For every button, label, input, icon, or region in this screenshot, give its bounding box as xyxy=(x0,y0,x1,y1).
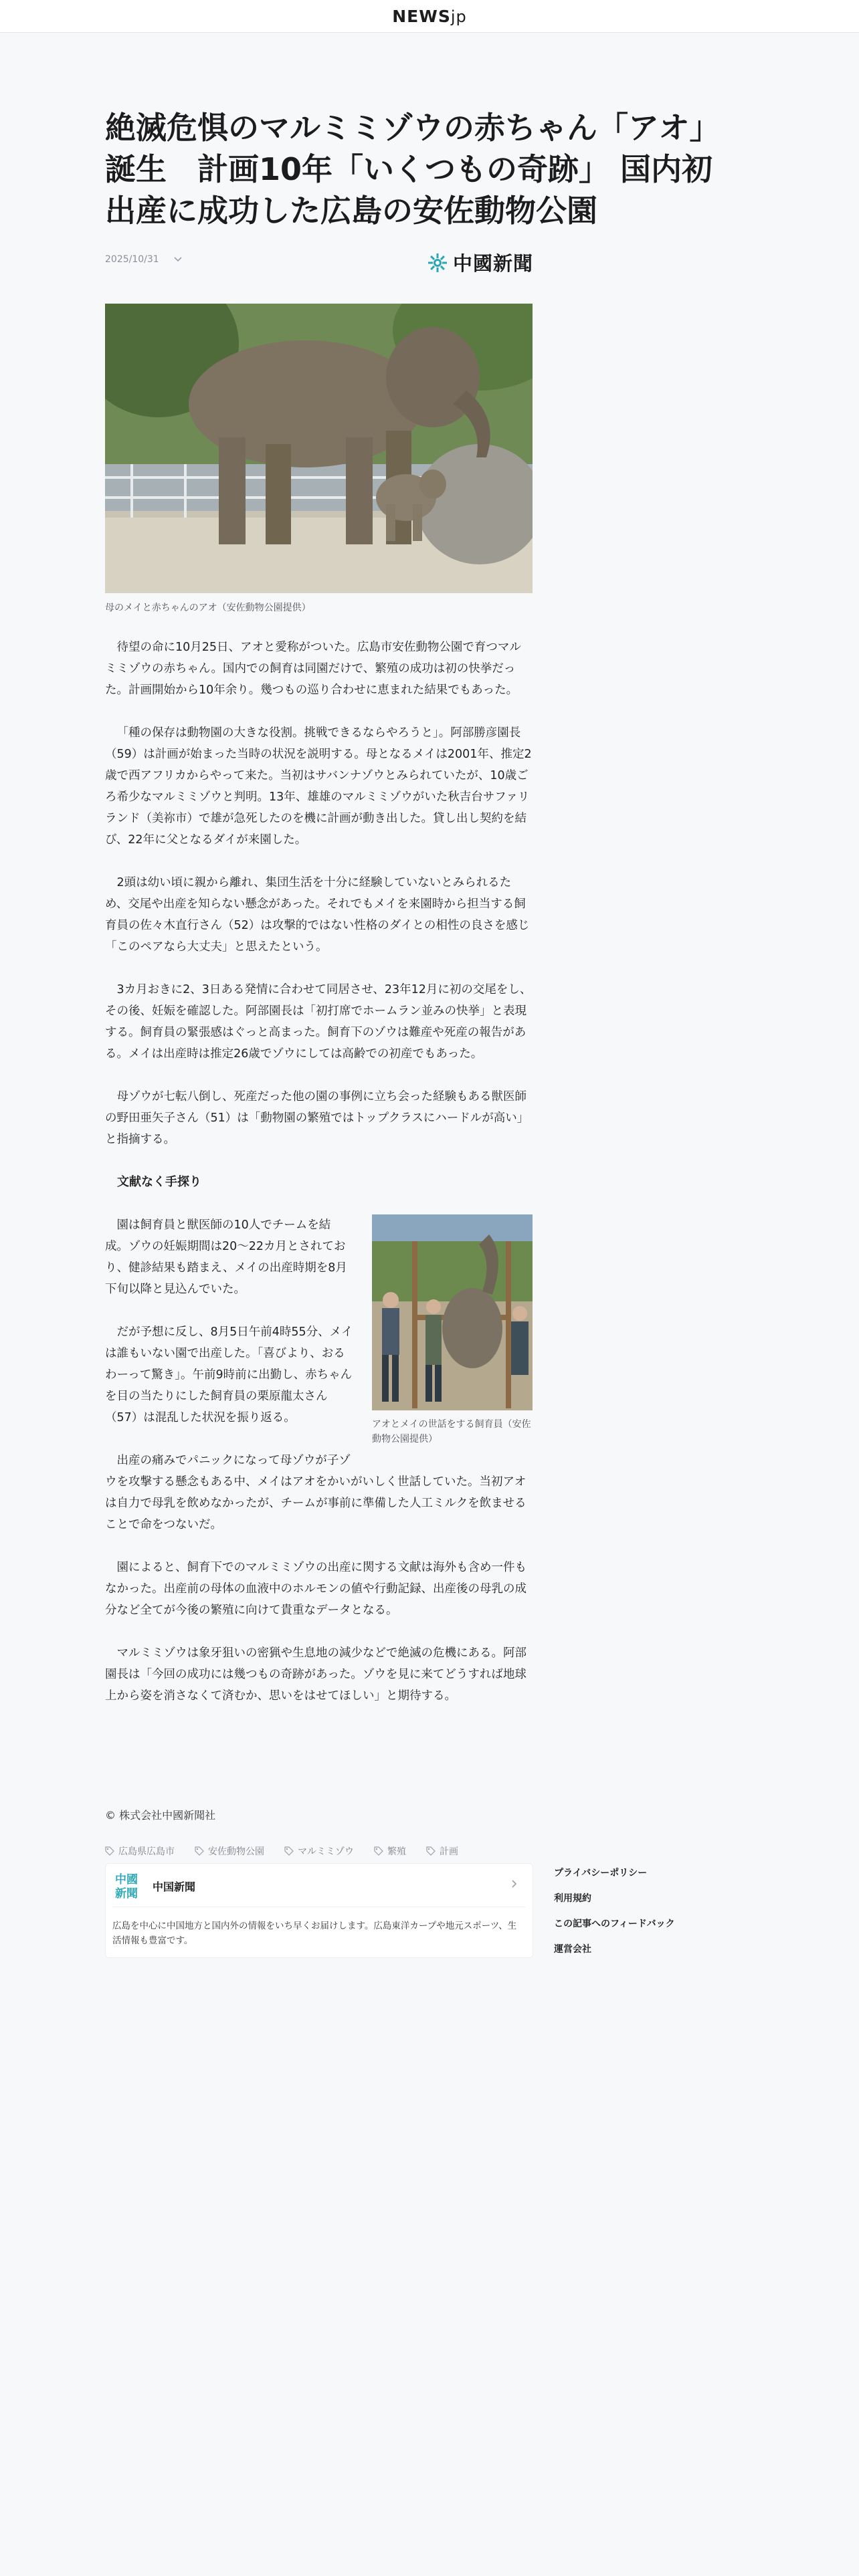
tag[interactable] xyxy=(374,1844,406,1858)
tag[interactable] xyxy=(426,1844,458,1858)
publisher-emblem-icon xyxy=(427,253,448,273)
tag-label: 繁殖 xyxy=(387,1846,406,1857)
copyright: © 株式会社中國新聞社 xyxy=(105,1809,216,1822)
footer-link-privacy[interactable]: プライバシーポリシー xyxy=(554,1868,648,1879)
publisher-card-description: 広島を中心に中国地方と国内外の情報をいち早くお届けします。広島東洋カープや地元スポーツ、生活情報も豊富です。 xyxy=(112,1921,517,1946)
paragraph: 待望の命に10月25日、アオと愛称がついた。広島市安佐動物公園で育つマルミミゾウの赤ちゃん。国内での飼育は同園だけで、繁殖の成功は初の快挙だった。計画開始から10年余り。幾つもの巡り合わせに恵まれた結果でもあった。 xyxy=(105,641,521,697)
top-bar xyxy=(0,0,859,33)
publisher-card[interactable] xyxy=(105,1863,533,1958)
tag[interactable] xyxy=(195,1844,264,1858)
side-caption: アオとメイの世話をする飼育員（安佐動物公園提供） xyxy=(372,1419,531,1444)
tag-label: 安佐動物公園 xyxy=(208,1846,264,1857)
hero-caption: 母のメイと赤ちゃんのアオ（安佐動物公園提供） xyxy=(105,603,311,613)
article-date: 2025/10/31 xyxy=(105,254,159,265)
paragraph: マルミミゾウは象牙狙いの密猟や生息地の減少などで絶滅の危機にある。阿部園長は「今回の成功には幾つもの奇跡があった。ゾウを見に来てどうすれば地球上から姿を消さなくて済むか、思いをはせてほしい」と期待する。 xyxy=(105,1646,527,1703)
paragraph: 園によると、飼育下でのマルミミゾウの出産に関する文献は海外も含め一件もなかった。出産前の母体の血液中のホルモンの値や行動記録、出産後の母乳の成分など全てが今後の繁殖に向けて貴重なデータとなる。 xyxy=(105,1561,527,1617)
tag-label: マルミミゾウ xyxy=(298,1846,354,1857)
svg-text:中國: 中國 xyxy=(115,1873,138,1887)
tag-icon xyxy=(426,1846,436,1856)
side-figure xyxy=(372,1214,533,1446)
footer-link-company[interactable]: 運営会社 xyxy=(554,1944,591,1955)
tag-label: 広島県広島市 xyxy=(118,1846,175,1857)
section-subheading: 文献なく手探り xyxy=(117,1175,201,1189)
publisher-name: 中國新聞 xyxy=(452,252,533,275)
footer-links xyxy=(554,1867,675,1969)
article xyxy=(105,51,742,1857)
tag[interactable] xyxy=(105,1844,175,1858)
logo-suffix: jp xyxy=(450,7,467,26)
hero-photo xyxy=(105,304,533,593)
tag[interactable] xyxy=(284,1844,354,1858)
paragraph: 園は飼育員と獣医師の10人でチームを結成。ゾウの妊娠期間は20〜22カ月とされており、健診結果も踏まえ、メイの出産時期を8月下旬以降と見込んでいた。 xyxy=(105,1218,347,1296)
publisher-card-logo xyxy=(114,1870,145,1900)
site-logo[interactable] xyxy=(392,7,467,26)
tag-label: 計画 xyxy=(440,1846,458,1857)
paragraph: 「種の保存は動物園の大きな役割。挑戦できるならやろうと」。阿部勝彦園長（59）は計画が始まった当時の状況を説明する。母となるメイは2001年、推定2歳で西アフリカからやって来た。当初はサバンナゾウとみられていたが、10歳ごろ希少なマルミミゾウと判明。13年、雄雄のマルミミゾウがいた秋吉台サファリランド（美祢市）で雄が急死したのを機に計画が動き出した。貸し出し契約を結び、22年に父となるダイが来園した。 xyxy=(105,726,532,847)
tag-icon xyxy=(284,1846,294,1856)
article-meta xyxy=(105,245,533,277)
tag-icon xyxy=(195,1846,204,1856)
svg-text:新聞: 新聞 xyxy=(115,1887,138,1900)
paragraph: 3カ月おきに2、3日ある発情に合わせて同居させ、23年12月に初の交尾をし、その後、妊娠を確認した。阿部園長は「初打席でホームラン並みの快挙」と表現する。飼育員の緊張感はぐっと高まった。飼育下のゾウは難産や死産の報告がある。メイは出産時は推定26歳でゾウにしては高齢での初産でもあった。 xyxy=(105,983,532,1061)
article-title: 絶滅危惧のマルミミゾウの赤ちゃん「アオ」誕生 計画10年「いくつもの奇跡」 国内初出産に成功した広島の安佐動物公園 xyxy=(105,110,721,229)
paragraph: 出産の痛みでパニックになって母ゾウが子ゾウを攻撃する懸念もある中、メイはアオをかいがいしく世話していた。当初アオは自力で母乳を飲めなかったが、チームが事前に準備した人工ミルクを飲ませることで命をつないだ。 xyxy=(105,1454,527,1531)
footer-link-feedback[interactable]: この記事へのフィードバック xyxy=(554,1919,675,1929)
tag-icon xyxy=(105,1846,114,1856)
tag-list xyxy=(105,1844,458,1858)
footer-link-terms[interactable]: 利用規約 xyxy=(554,1893,591,1904)
keepers-photo-illustration xyxy=(372,1214,533,1410)
logo-main: NEWS xyxy=(392,6,451,26)
article-body xyxy=(105,637,533,1728)
paragraph: だが予想に反し、8月5日午前4時55分、メイは誰もいない園で出産した。「喜びより、おるわーって驚き」。午前9時前に出勤し、赤ちゃんを目の当たりにした飼育員の栗原龍太さん（57）は混乱した状況を振り返る。 xyxy=(105,1325,353,1424)
side-photo xyxy=(372,1214,533,1410)
chevron-right-icon[interactable] xyxy=(508,1879,519,1889)
float-section xyxy=(105,1214,533,1707)
publisher-card-name: 中国新聞 xyxy=(153,1881,196,1893)
publisher-logo[interactable] xyxy=(427,249,533,276)
paragraph: 2頭は幼い頃に親から離れ、集団生活を十分に経験していないとみられるため、交尾や出産を知らない懸念があった。それでもメイを来園時から担当する飼育員の佐々木直行さん（52）は攻撃的ではない性格のダイとの相性の良さを感じ「このペアなら大丈夫」と思えたという。 xyxy=(105,876,530,954)
elephant-photo-illustration xyxy=(105,304,533,593)
paragraph: 母ゾウが七転八倒し、死産だった他の園の事例に立ち会った経験もある獣医師の野田亜矢子さん（51）は「動物園の繁殖ではトップクラスにハードルが高い」と指摘する。 xyxy=(105,1090,529,1146)
tag-icon xyxy=(374,1846,383,1856)
chevron-down-icon[interactable] xyxy=(172,253,184,265)
